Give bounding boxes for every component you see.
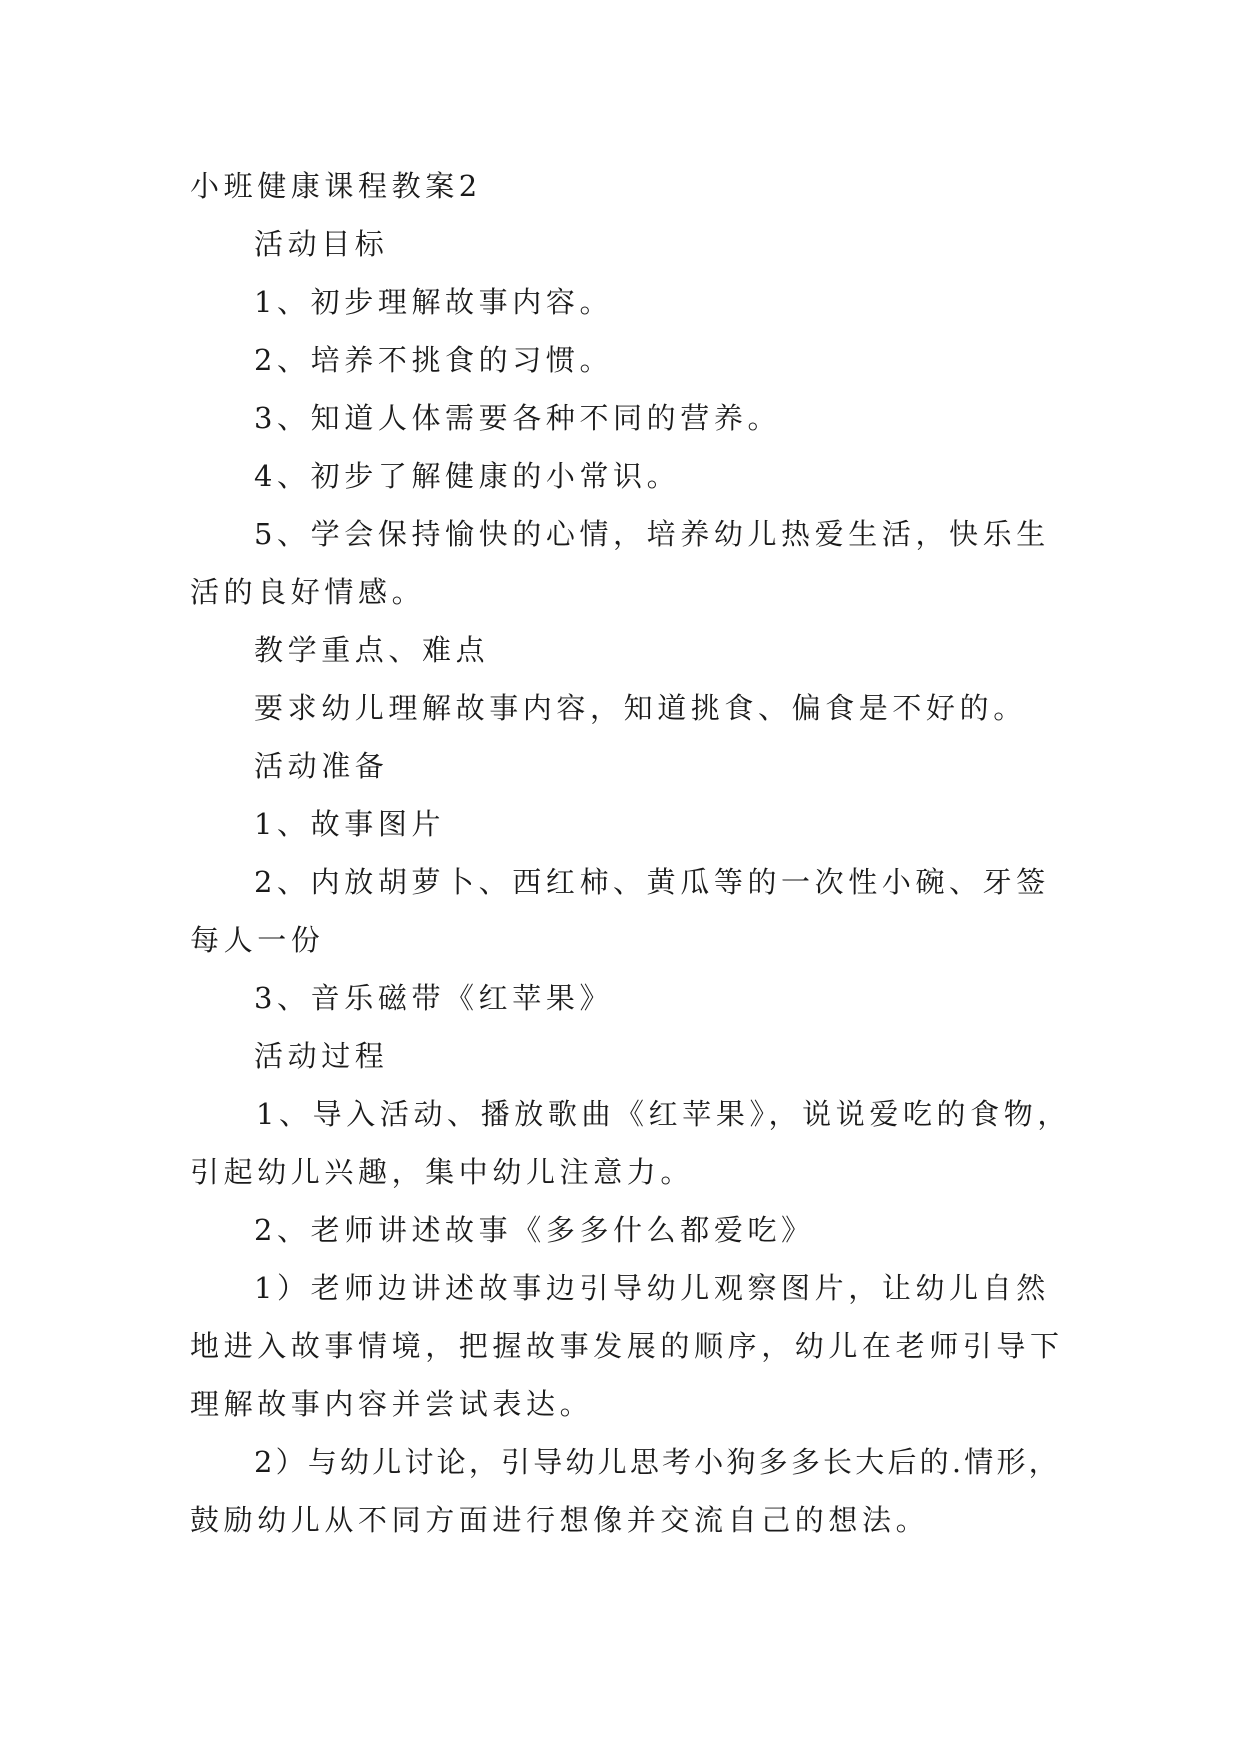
paragraph-line: 1、故事图片 xyxy=(254,807,446,841)
paragraph-line: 理解故事内容并尝试表达。 xyxy=(190,1387,594,1421)
paragraph-line: 要求幼儿理解故事内容，知道挑食、偏食是不好的。 xyxy=(254,691,1027,725)
paragraph-line: 2、老师讲述故事《多多什么都爱吃》 xyxy=(254,1213,815,1247)
paragraph-line: 3、知道人体需要各种不同的营养。 xyxy=(254,401,782,435)
section-heading-process: 活动过程 xyxy=(254,1039,389,1073)
section-heading-preparation: 活动准备 xyxy=(254,749,389,783)
paragraph-line: 1）老师边讲述故事边引导幼儿观察图片，让幼儿自然 xyxy=(254,1271,1050,1305)
section-heading-goals: 活动目标 xyxy=(254,227,389,261)
document-title: 小班健康课程教案2 xyxy=(190,169,482,203)
paragraph-line: 1、导入活动、播放歌曲《红苹果》，说说爱吃的食物， xyxy=(256,1097,1071,1131)
paragraph-line: 3、音乐磁带《红苹果》 xyxy=(254,981,614,1015)
paragraph-line: 1、初步理解故事内容。 xyxy=(254,285,614,319)
paragraph-line: 引起幼儿兴趣，集中幼儿注意力。 xyxy=(190,1155,695,1189)
paragraph-line: 鼓励幼儿从不同方面进行想像并交流自己的想法。 xyxy=(190,1503,930,1537)
section-heading-focus: 教学重点、难点 xyxy=(254,633,490,667)
paragraph-line: 活的良好情感。 xyxy=(190,575,426,609)
paragraph-line: 2、培养不挑食的习惯。 xyxy=(254,343,614,377)
paragraph-line: 地进入故事情境，把握故事发展的顺序，幼儿在老师引导下 xyxy=(190,1329,1064,1363)
paragraph-line: 2）与幼儿讨论，引导幼儿思考小狗多多长大后的.情形， xyxy=(254,1445,1061,1479)
paragraph-line: 4、初步了解健康的小常识。 xyxy=(254,459,681,493)
paragraph-line: 2、内放胡萝卜、西红柿、黄瓜等的一次性小碗、牙签 xyxy=(254,865,1050,899)
paragraph-line: 每人一份 xyxy=(190,923,325,957)
paragraph-line: 5、学会保持愉快的心情，培养幼儿热爱生活，快乐生 xyxy=(254,517,1050,551)
